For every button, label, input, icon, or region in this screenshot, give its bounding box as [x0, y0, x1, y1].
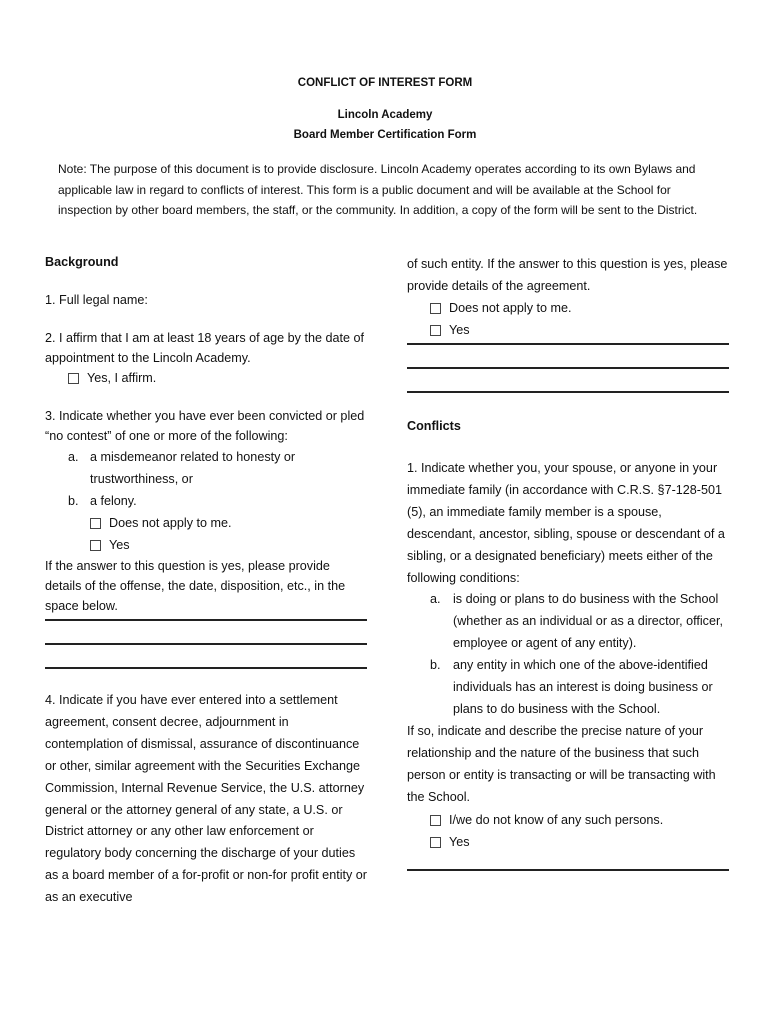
- checkbox-icon[interactable]: [430, 837, 441, 848]
- conflict-item-b: [430, 655, 729, 721]
- settlement-question: 4. Indicate if you have ever entered into a settlement agreement, consent decree, adjournment in contemplation of dismissal, assurance of discontinuance or other, similar agreement with the Securities Exchange Commission, Internal Revenue Service, the U.S. attorney general or the attorney general of any state, a U.S. or District attorney or any other law enforcement or regulatory body concerning the discharge of your duties as a board member of a for-profit or non-for profit entity or as an executive: [45, 693, 367, 905]
- conflict-option-yes[interactable]: [430, 831, 729, 853]
- conflicts-heading: Conflicts: [407, 419, 461, 433]
- form-subtitle: Board Member Certification Form: [293, 129, 477, 141]
- conflict-option-no-label: I/we do not know of any such persons.: [449, 812, 664, 827]
- left-column: [45, 252, 367, 909]
- age-affirm-option-label: Yes, I affirm.: [87, 371, 157, 385]
- answer-line[interactable]: [407, 343, 729, 345]
- note-paragraph: Note: The purpose of this document is to provide disclosure. Lincoln Academy operates according to its own Bylaws and applicable law in regard to conflicts of interest. This form is a public document and will be available at the School for inspection by other board members, the staff, or the community. In addition, a copy of the form will be sent to the District.: [58, 162, 698, 217]
- conviction-item-a-text: a misdemeanor related to honesty or trustworthiness, or: [90, 450, 296, 486]
- conflict-option-no[interactable]: [430, 809, 729, 831]
- conviction-item-a-marker: a.: [68, 450, 79, 464]
- conviction-option-no[interactable]: [90, 512, 367, 534]
- family-business-question: 1. Indicate whether you, your spouse, or anyone in your immediate family (in accordance with C.R.S. §7-128-501 (5), an immediate family member is a spouse, descendant, ancestor, sibling, spouse or descendant of a sibling, or a designated beneficiary) meets either of the following conditions:: [407, 461, 725, 585]
- conviction-option-no-label: Does not apply to me.: [109, 516, 232, 530]
- checkbox-icon[interactable]: [90, 540, 101, 551]
- conviction-question: 3. Indicate whether you have ever been convicted or pled “no contest” of one or more of the following:: [45, 409, 365, 443]
- conviction-item-b-marker: b.: [68, 494, 79, 508]
- settlement-option-no-label: Does not apply to me.: [449, 301, 572, 315]
- answer-line[interactable]: [45, 643, 367, 645]
- conflict-item-a-marker: a.: [430, 592, 441, 607]
- conflict-item-b-marker: b.: [430, 658, 441, 673]
- settlement-option-no[interactable]: [430, 297, 729, 319]
- checkbox-icon[interactable]: [430, 815, 441, 826]
- conviction-option-yes[interactable]: [90, 534, 367, 556]
- settlement-option-yes[interactable]: [430, 319, 729, 341]
- organization-name: Lincoln Academy: [337, 109, 433, 121]
- background-heading: Background: [45, 255, 119, 269]
- right-column: [407, 253, 729, 871]
- checkbox-icon[interactable]: [430, 325, 441, 336]
- conflict-item-b-text: any entity in which one of the above-identified individuals has an interest is doing business or plans to do business with the School.: [453, 658, 713, 716]
- conviction-option-yes-label: Yes: [109, 538, 130, 552]
- answer-line[interactable]: [407, 869, 729, 871]
- conviction-item-b: [68, 490, 367, 512]
- checkbox-icon[interactable]: [68, 373, 79, 384]
- age-affirm-option[interactable]: [68, 368, 367, 388]
- conviction-item-a: [68, 446, 367, 490]
- answer-line[interactable]: [45, 619, 367, 621]
- conviction-item-b-text: a felony.: [90, 494, 137, 508]
- conviction-followup: If the answer to this question is yes, please provide details of the offense, the date, disposition, etc., in the space below.: [45, 559, 346, 613]
- form-title: CONFLICT OF INTEREST FORM: [297, 77, 473, 89]
- settlement-option-yes-label: Yes: [449, 323, 470, 337]
- conflict-item-a-text: is doing or plans to do business with the School (whether as an individual or as a director, officer, employee or agent of any entity).: [453, 592, 723, 651]
- checkbox-icon[interactable]: [90, 518, 101, 529]
- full-legal-name-label: 1. Full legal name:: [45, 293, 148, 307]
- checkbox-icon[interactable]: [430, 303, 441, 314]
- conflict-item-a: [430, 589, 729, 655]
- conflict-followup: If so, indicate and describe the precise nature of your relationship and the nature of the business that such person or entity is transacting or will be transacting with the School.: [407, 723, 716, 804]
- conflict-option-yes-label: Yes: [449, 834, 470, 849]
- settlement-question-continued: of such entity. If the answer to this question is yes, please provide details of the agreement.: [407, 257, 728, 293]
- answer-line[interactable]: [407, 367, 729, 369]
- age-affirmation-question: 2. I affirm that I am at least 18 years of age by the date of appointment to the Lincoln Academy.: [45, 331, 364, 365]
